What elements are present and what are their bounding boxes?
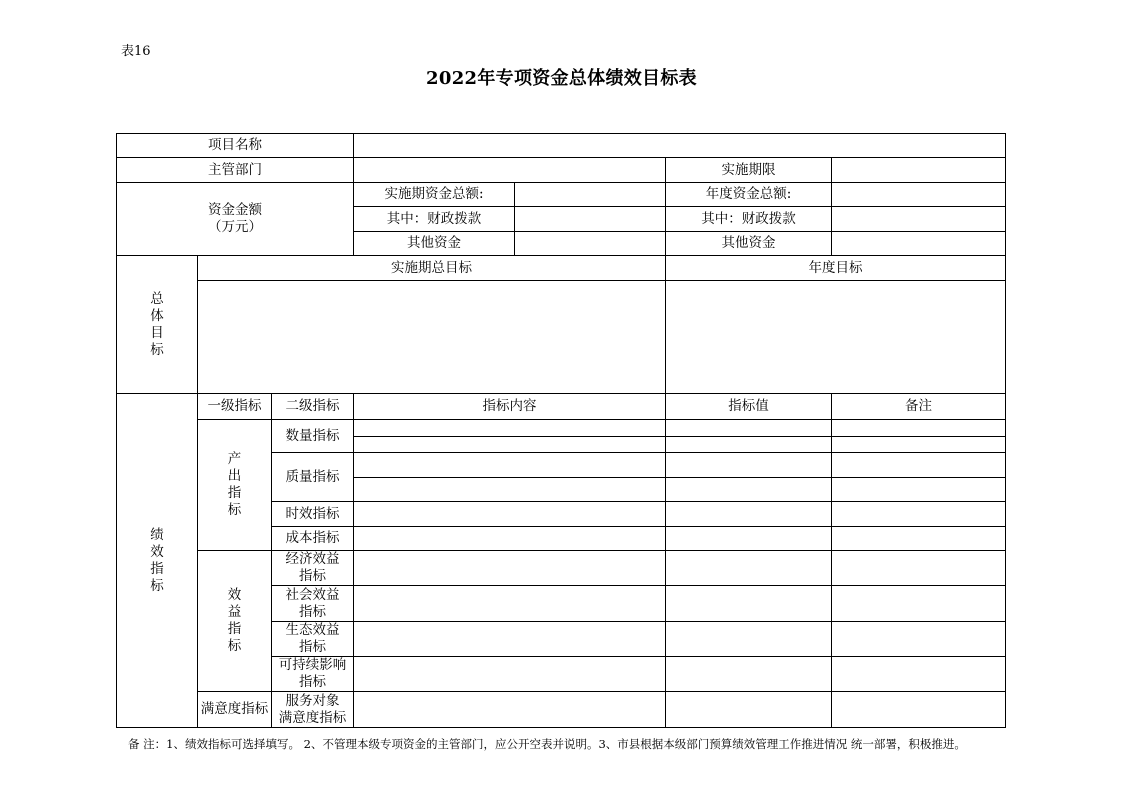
ecological-indicator-label [272, 622, 354, 657]
timeliness-indicator-label: 时效指标 [272, 502, 354, 527]
col-level2-header: 二级指标 [272, 394, 354, 420]
period-goal-content[interactable] [198, 281, 666, 394]
row-project-name [117, 134, 1006, 158]
page-title: 2022年专项资金总体绩效目标表 [426, 68, 697, 89]
indicator-content-cell[interactable] [354, 622, 666, 657]
indicator-content-cell[interactable] [354, 657, 666, 692]
row-goal-headers [117, 256, 1006, 281]
economic-indicator-line2: 指标 [299, 568, 327, 584]
indicator-content-cell[interactable] [354, 692, 666, 728]
period-fiscal-value[interactable] [515, 207, 666, 232]
indicator-remark-cell[interactable] [832, 586, 1006, 622]
col-remark-header: 备注 [832, 394, 1006, 420]
indicator-remark-cell[interactable] [832, 502, 1006, 527]
col-value-header: 指标值 [666, 394, 832, 420]
economic-indicator-label [272, 551, 354, 586]
annual-other-label: 其他资金 [666, 232, 832, 256]
indicator-content-cell[interactable] [354, 586, 666, 622]
quality-indicator-label: 质量指标 [272, 453, 354, 502]
social-indicator-line2: 指标 [299, 603, 327, 620]
department-value[interactable] [354, 158, 666, 183]
fund-amount-label-line2: （万元） [208, 219, 263, 235]
indicator-remark-cell[interactable] [832, 657, 1006, 692]
indicator-content-cell[interactable] [354, 420, 666, 437]
fund-amount-label [117, 183, 354, 256]
department-label: 主管部门 [117, 158, 354, 183]
col-content-header: 指标内容 [354, 394, 666, 420]
indicator-remark-cell[interactable] [832, 622, 1006, 657]
benefit-indicator-text: 效益指标 [227, 587, 242, 654]
overall-goal-text: 总体目标 [150, 290, 164, 358]
annual-fiscal-label: 其中：财政拨款 [666, 207, 832, 232]
document-number: 表16 [121, 44, 151, 59]
sustainability-indicator-line1: 可持续影响 [278, 657, 347, 673]
table-row [117, 551, 1006, 586]
indicator-remark-cell[interactable] [832, 551, 1006, 586]
annual-goal-header: 年度目标 [666, 256, 1006, 281]
indicator-value-cell[interactable] [666, 502, 832, 527]
social-indicator-label [272, 586, 354, 622]
col-level1-header: 一级指标 [198, 394, 272, 420]
period-goal-header: 实施期总目标 [198, 256, 666, 281]
indicator-remark-cell[interactable] [832, 453, 1006, 478]
cost-indicator-label: 成本指标 [272, 527, 354, 551]
row-fund-total [117, 183, 1006, 207]
indicator-value-cell[interactable] [666, 453, 832, 478]
period-other-label: 其他资金 [354, 232, 515, 256]
economic-indicator-line1: 经济效益 [285, 551, 340, 567]
footer-note: 备 注：1、绩效指标可选择填写。 2、不管理本级专项资金的主管部门，应公开空表并说明。3、市县根据本级部门预算绩效管理工作推进情况 统一部署，积极推进。 [128, 737, 966, 751]
fund-amount-label-line1: 资金金额 [208, 202, 263, 218]
row-goal-content [117, 281, 1006, 394]
output-indicator-text: 产出指标 [227, 451, 242, 518]
service-satisfaction-line2: 满意度指标 [278, 709, 347, 726]
indicator-content-cell[interactable] [354, 437, 666, 453]
indicator-content-cell[interactable] [354, 502, 666, 527]
annual-goal-content[interactable] [666, 281, 1006, 394]
overall-goal-label [117, 256, 198, 394]
performance-indicator-label [117, 394, 198, 728]
indicator-value-cell[interactable] [666, 586, 832, 622]
row-department [117, 158, 1006, 183]
annual-fiscal-value[interactable] [832, 207, 1006, 232]
period-total-label: 实施期资金总额: [354, 183, 515, 207]
table-row [117, 692, 1006, 728]
indicator-remark-cell[interactable] [832, 420, 1006, 437]
indicator-remark-cell[interactable] [832, 692, 1006, 728]
annual-other-value[interactable] [832, 232, 1006, 256]
project-name-value[interactable] [354, 134, 1006, 158]
table-row [117, 420, 1006, 437]
output-indicator-group [198, 420, 272, 551]
service-satisfaction-line1: 服务对象 [285, 692, 340, 709]
indicator-remark-cell[interactable] [832, 527, 1006, 551]
indicator-remark-cell[interactable] [832, 478, 1006, 502]
indicator-content-cell[interactable] [354, 527, 666, 551]
indicator-value-cell[interactable] [666, 420, 832, 437]
annual-total-label: 年度资金总额: [666, 183, 832, 207]
annual-total-value[interactable] [832, 183, 1006, 207]
indicator-value-cell[interactable] [666, 527, 832, 551]
indicator-value-cell[interactable] [666, 657, 832, 692]
indicator-value-cell[interactable] [666, 478, 832, 502]
social-indicator-line1: 社会效益 [285, 586, 340, 603]
period-label: 实施期限 [666, 158, 832, 183]
indicator-content-cell[interactable] [354, 453, 666, 478]
indicator-value-cell[interactable] [666, 437, 832, 453]
period-total-value[interactable] [515, 183, 666, 207]
period-value[interactable] [832, 158, 1006, 183]
sustainability-indicator-label [272, 657, 354, 692]
ecological-indicator-line1: 生态效益 [285, 622, 340, 638]
project-name-label: 项目名称 [117, 134, 354, 158]
performance-indicator-text: 绩效指标 [150, 526, 164, 594]
period-other-value[interactable] [515, 232, 666, 256]
quantity-indicator-label: 数量指标 [272, 420, 354, 453]
row-indicator-headers [117, 394, 1006, 420]
indicator-value-cell[interactable] [666, 551, 832, 586]
satisfaction-indicator-group: 满意度指标 [198, 692, 272, 728]
benefit-indicator-group [198, 551, 272, 692]
indicator-content-cell[interactable] [354, 478, 666, 502]
performance-goal-table [116, 133, 1006, 728]
service-satisfaction-label [272, 692, 354, 728]
indicator-value-cell[interactable] [666, 622, 832, 657]
indicator-remark-cell[interactable] [832, 437, 1006, 453]
sustainability-indicator-line2: 指标 [299, 674, 327, 690]
indicator-content-cell[interactable] [354, 551, 666, 586]
indicator-value-cell[interactable] [666, 692, 832, 728]
period-fiscal-label: 其中：财政拨款 [354, 207, 515, 232]
ecological-indicator-line2: 指标 [299, 639, 327, 655]
